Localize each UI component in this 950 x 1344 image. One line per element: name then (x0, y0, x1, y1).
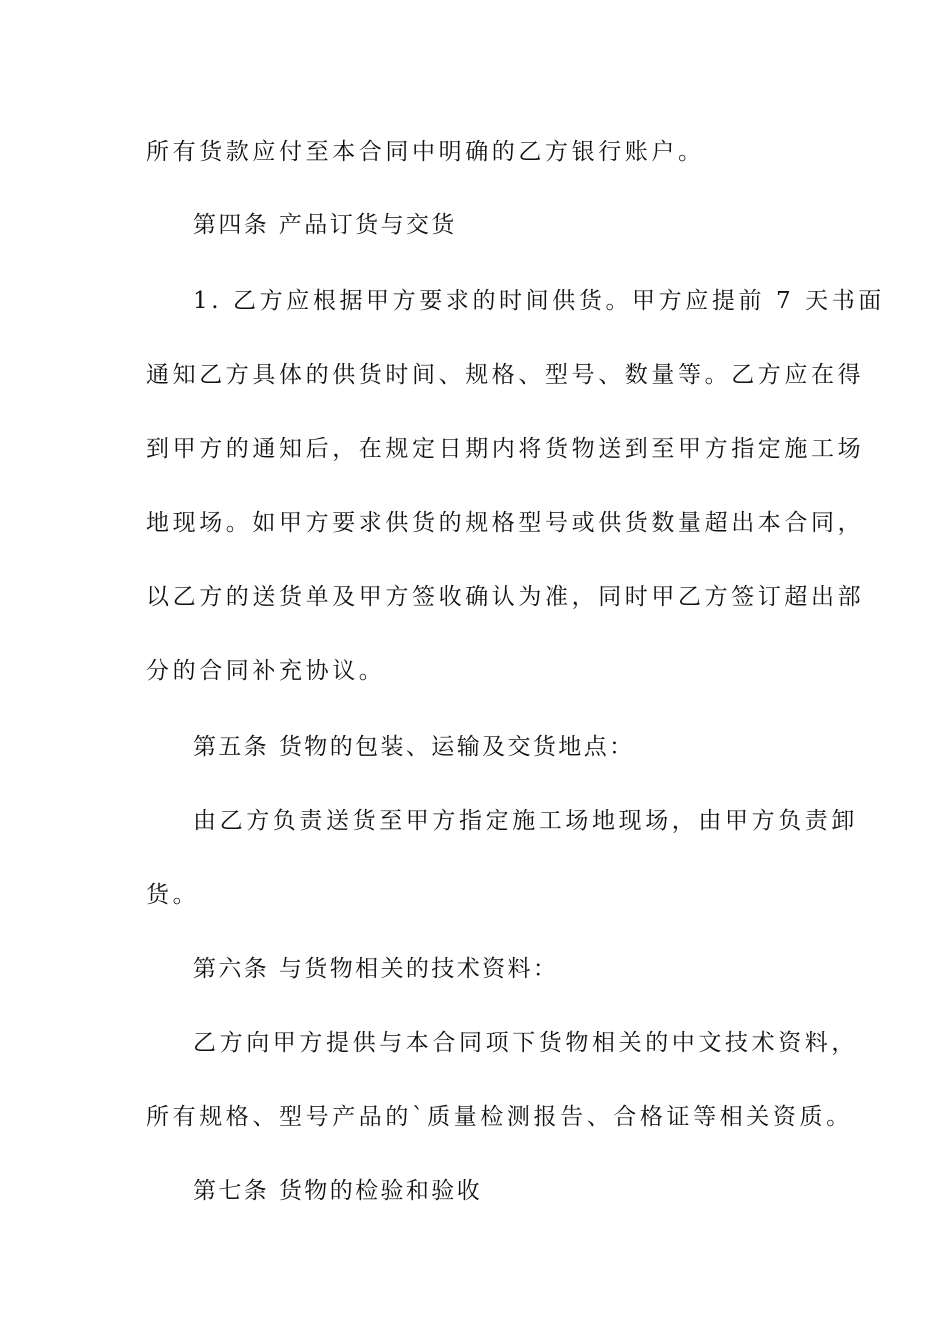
paragraph-line: 乙方向甲方提供与本合同项下货物相关的中文技术资料， (193, 1030, 858, 1056)
section-heading-article-5: 第五条 货物的包装、运输及交货地点： (193, 734, 635, 760)
paragraph-line: 由乙方负责送货至甲方指定施工场地现场，由甲方负责卸 (193, 808, 858, 834)
section-heading-article-7: 第七条 货物的检验和验收 (193, 1178, 483, 1204)
paragraph-line: 1. 乙方应根据甲方要求的时间供货。甲方应提前 7 天书面 (193, 288, 885, 314)
section-heading-article-6: 第六条 与货物相关的技术资料： (193, 956, 559, 982)
paragraph-line: 通知乙方具体的供货时间、规格、型号、数量等。乙方应在得 (146, 362, 865, 388)
paragraph-line: 以乙方的送货单及甲方签收确认为准，同时甲乙方签订超出部 (146, 584, 865, 610)
paragraph-line: 货。 (146, 882, 200, 908)
paragraph-line: 到甲方的通知后，在规定日期内将货物送到至甲方指定施工场 (146, 436, 865, 462)
paragraph-line: 所有规格、型号产品的`质量检测报告、合格证等相关资质。 (146, 1104, 853, 1130)
paragraph-line: 所有货款应付至本合同中明确的乙方银行账户。 (146, 139, 705, 165)
paragraph-line: 地现场。如甲方要求供货的规格型号或供货数量超出本合同， (146, 510, 865, 536)
section-heading-article-4: 第四条 产品订货与交货 (193, 212, 457, 238)
paragraph-line: 分的合同补充协议。 (146, 658, 386, 684)
